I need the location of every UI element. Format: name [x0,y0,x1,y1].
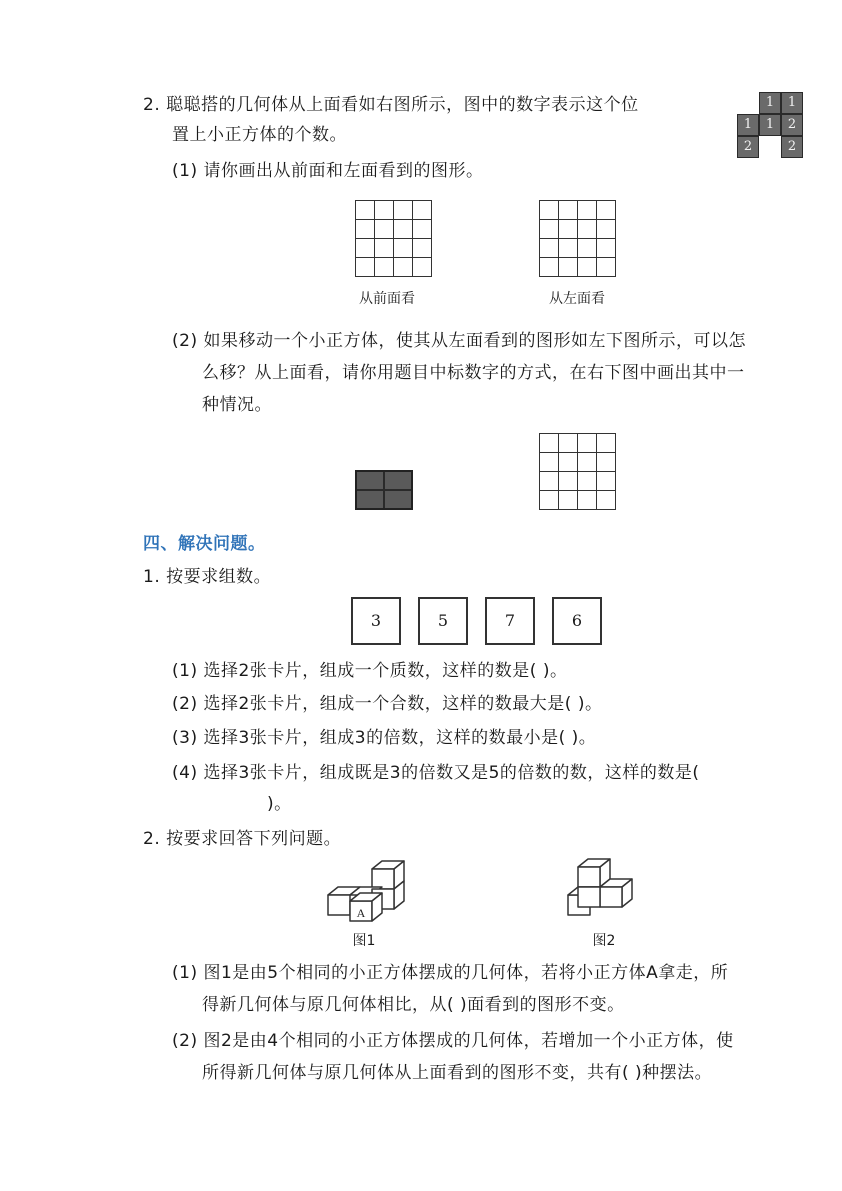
caption-front: 从前面看 [359,291,415,307]
top-view-figure [734,92,806,158]
q2-sub2-line3: 种情况。 [202,395,272,415]
fig1-label: 图1 [352,933,376,949]
q1-item-1: (1) 选择2张卡片，组成一个质数，这样的数是( )。 [172,661,568,681]
cube-label-a: A [356,906,366,920]
top-view-cell: 1 [781,92,803,114]
top-view-cell: 1 [759,114,781,136]
q2-item-1-line1: (1) 图1是由5个相同的小正方体摆成的几何体，若将小正方体A拿走，所 [172,963,729,983]
q2-item-2-line1: (2) 图2是由4个相同的小正方体摆成的几何体，若增加一个小正方体，使 [172,1031,734,1051]
number-card: 5 [418,597,468,645]
q2-sub1: (1) 请你画出从前面和左面看到的图形。 [172,161,484,181]
figure-1-cubes [320,855,410,925]
q1-item-4-end: )。 [267,794,292,814]
q2-title: 2. 按要求回答下列问题。 [143,829,342,849]
number-card: 7 [485,597,535,645]
top-view-cell: 2 [737,136,759,158]
q2-sub2-line2: 么移？从上面看，请你用题目中标数字的方式，在右下图中画出其中一 [202,363,745,383]
number-card: 6 [552,597,602,645]
q1-item-2: (2) 选择2张卡片，组成一个合数，这样的数最大是( )。 [172,694,603,714]
q2-sub2-line1: (2) 如果移动一个小正方体，使其从左面看到的图形如左下图所示，可以怎 [172,331,746,351]
front-view-grid[interactable] [355,200,432,277]
q2-item-1-line2: 得新几何体与原几何体相比，从( )面看到的图形不变。 [202,995,625,1015]
q1-item-3: (3) 选择3张卡片，组成3的倍数，这样的数最小是( )。 [172,728,597,748]
caption-left: 从左面看 [549,291,605,307]
q1-item-4: (4) 选择3张卡片，组成既是3的倍数又是5的倍数的数，这样的数是( [172,763,700,783]
answer-grid[interactable] [539,433,616,510]
left-view-grid[interactable] [539,200,616,277]
section-title: 四、解决问题。 [143,534,266,554]
left-view-shaded-figure [355,470,413,510]
q1-title: 1. 按要求组数。 [143,567,272,587]
q2-item-2-line2: 所得新几何体与原几何体从上面看到的图形不变，共有( )种摆法。 [202,1063,713,1083]
top-view-cell: 2 [781,114,803,136]
top-view-cell: 1 [759,92,781,114]
fig2-label: 图2 [592,933,616,949]
q2-line1: 2. 聪聪搭的几何体从上面看如右图所示，图中的数字表示这个位 [143,95,639,115]
q2-line2: 置上小正方体的个数。 [172,125,347,145]
top-view-cell: 1 [737,114,759,136]
top-view-cell: 2 [781,136,803,158]
number-card: 3 [351,597,401,645]
figure-2-cubes [560,855,640,925]
